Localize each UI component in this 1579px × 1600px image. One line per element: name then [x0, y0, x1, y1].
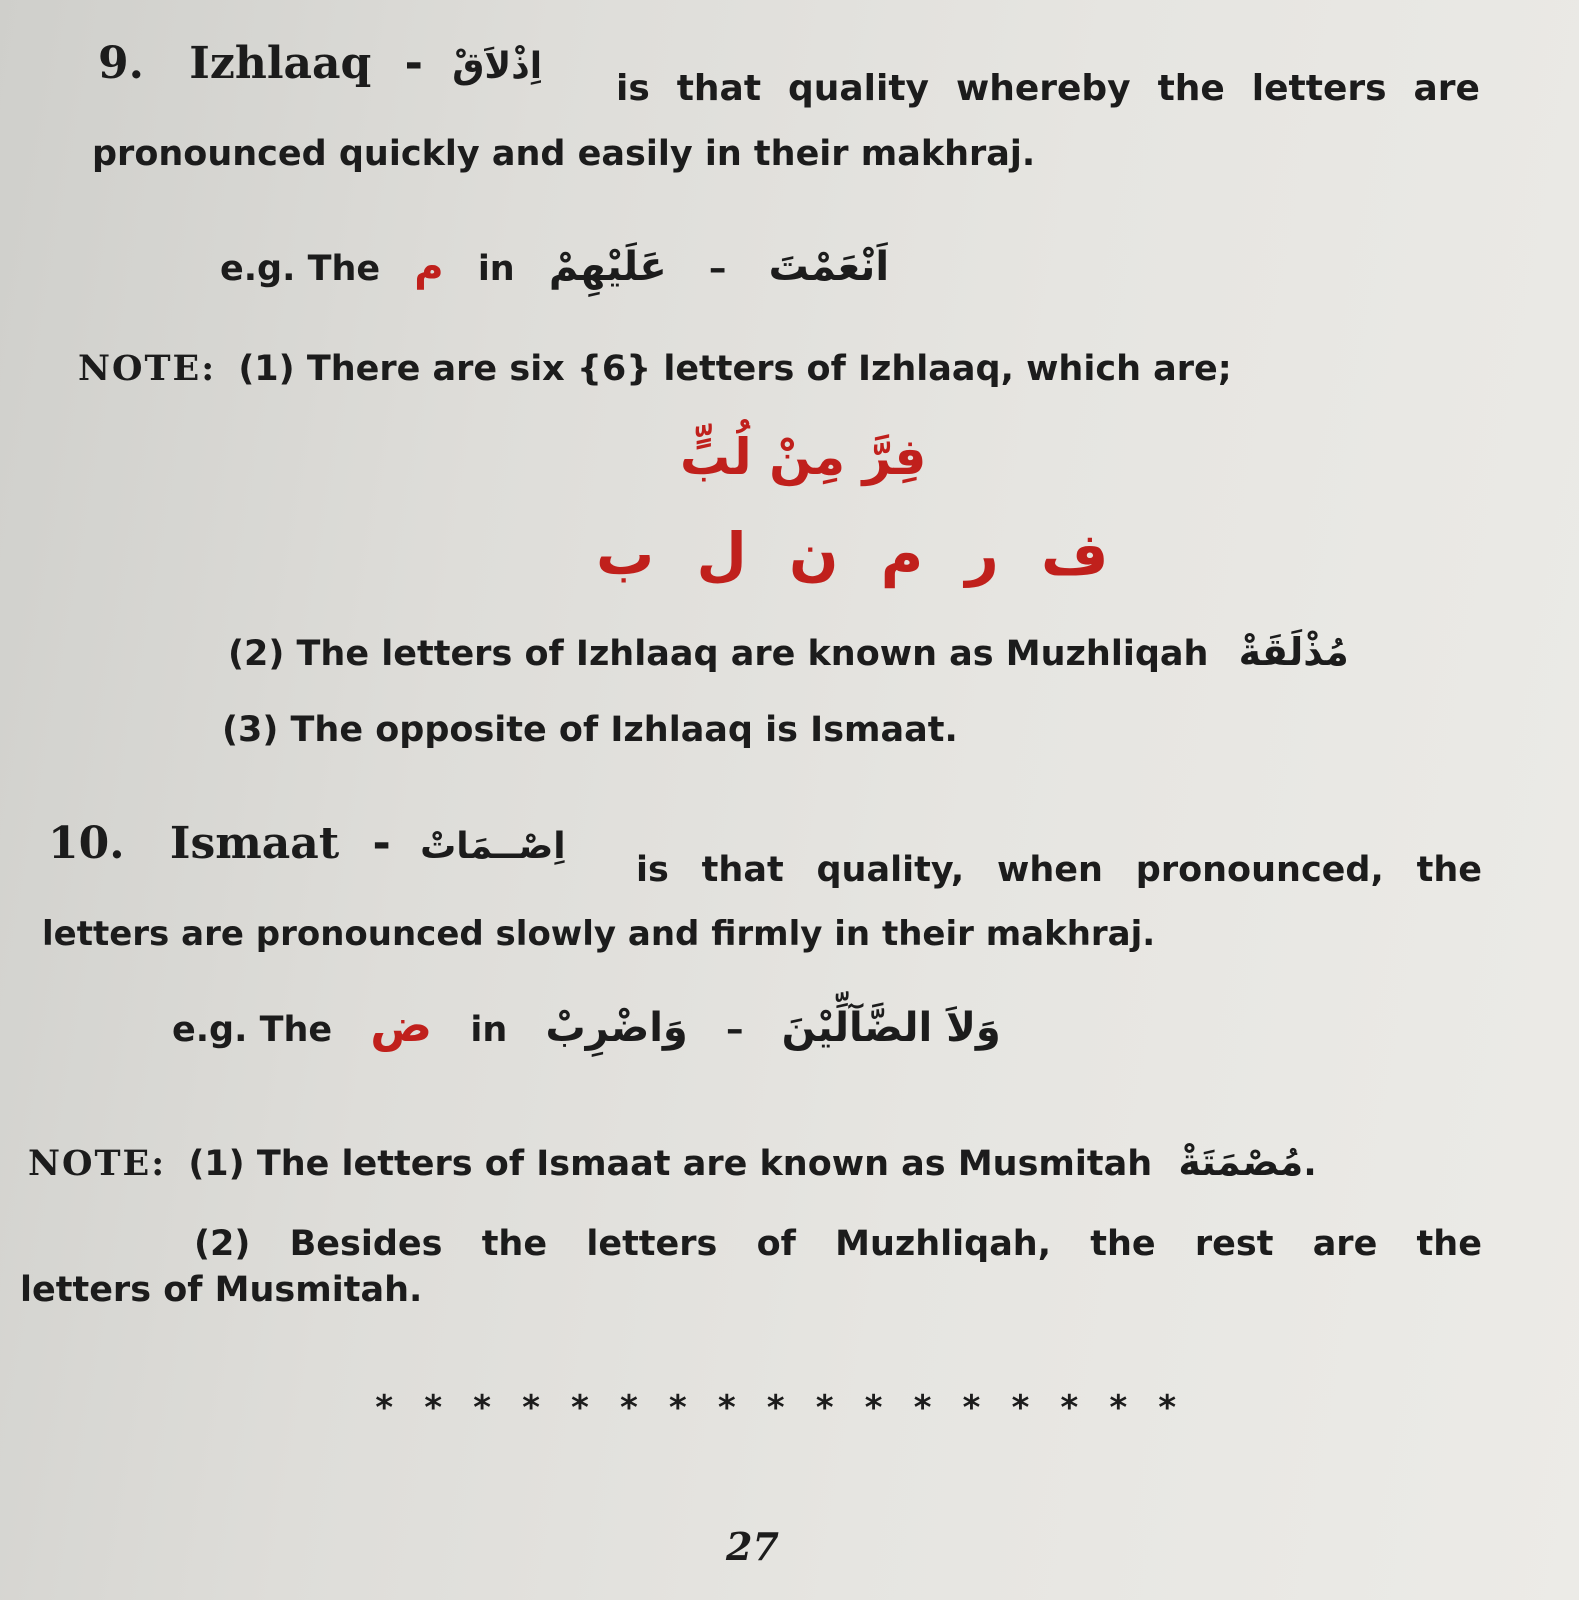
example-prefix: e.g. The: [172, 1010, 333, 1050]
word: of: [756, 1224, 796, 1264]
arabic-muzhliqah: مُذْلَقَةْ: [1238, 630, 1349, 674]
example-word-1: عَلَيْهِمْ: [548, 244, 667, 290]
highlight-letter-daad: ض: [370, 998, 433, 1052]
example-prefix: e.g. The: [220, 249, 381, 289]
word: the: [1416, 1224, 1482, 1264]
highlight-letter-meem: م: [414, 244, 444, 290]
example-word-2: وَلاَ الضَّآلِّيْنَ: [781, 1005, 1001, 1051]
page-number: 27: [726, 1524, 779, 1569]
note-text: (1) The letters of Ismaat are known as Musmitah: [188, 1144, 1153, 1184]
dash: -: [404, 38, 423, 89]
arabic-term: اِذْلاَقْ: [452, 46, 543, 87]
word: pronounced,: [1135, 850, 1384, 890]
asterisk-divider: * * * * * * * * * * * * * * * * *: [374, 1388, 1178, 1428]
note-label: NOTE:: [28, 1143, 167, 1184]
note-9-item2: [228, 630, 1349, 674]
section-10-heading: [48, 818, 566, 869]
word: are: [1312, 1224, 1378, 1264]
example-dash: –: [708, 249, 727, 289]
example-9: [220, 244, 889, 290]
note-text: (2) The letters of Izhlaaq are known as Muzhliqah: [228, 634, 1209, 674]
term-izhlaaq: Izhlaaq: [189, 38, 372, 89]
section-10-line2: letters are pronounced slowly and firmly in their makhraj.: [42, 914, 1156, 954]
word: that: [676, 68, 762, 109]
word: the: [1157, 68, 1225, 109]
word: quality,: [816, 850, 965, 890]
section-9-line1: [616, 68, 1480, 109]
word: the: [481, 1224, 548, 1264]
note-10-item2-line1: [194, 1224, 1482, 1264]
word: rest: [1194, 1224, 1274, 1264]
word: are: [1413, 68, 1480, 109]
section-9-line2: pronounced quickly and easily in their makhraj.: [92, 134, 1036, 174]
section-number: 9.: [98, 38, 144, 89]
word: the: [1416, 850, 1482, 890]
arabic-musmitah: مُصْمَتَةْ: [1178, 1140, 1304, 1184]
word: when: [997, 850, 1103, 890]
example-in: in: [477, 249, 515, 289]
example-word-2: اَنْعَمْتَ: [768, 244, 890, 290]
word: whereby: [955, 68, 1131, 109]
word: is: [616, 68, 650, 109]
word: is: [636, 850, 669, 890]
section-number: 10.: [48, 818, 125, 869]
period: .: [1303, 1144, 1317, 1184]
note-9-item1: [78, 348, 1232, 389]
word: (2): [194, 1224, 251, 1264]
arabic-term: اِصْــمَاتْ: [420, 826, 566, 867]
izhlaaq-letters: ف ر م ن ل ب: [596, 520, 1109, 588]
word: Muzhliqah,: [835, 1224, 1052, 1264]
note-9-item3: (3) The opposite of Izhlaaq is Ismaat.: [222, 710, 958, 750]
dash: -: [372, 818, 391, 869]
word: letters: [586, 1224, 718, 1264]
word: that: [701, 850, 784, 890]
word: Besides: [289, 1224, 443, 1264]
word: letters: [1251, 68, 1387, 109]
example-dash: –: [725, 1010, 744, 1050]
word: the: [1090, 1224, 1156, 1264]
note-10-item2-line2: letters of Musmitah.: [20, 1270, 423, 1310]
example-10: [172, 998, 1001, 1052]
note-label: NOTE:: [78, 348, 217, 389]
section-10-line1: [636, 850, 1482, 890]
word: quality: [787, 68, 930, 109]
section-9-heading: [98, 38, 542, 89]
example-word-1: وَاضْرِبْ: [545, 1005, 688, 1051]
arabic-phrase-firra-min-lubb: فِرَّ مِنْ لُبٍّ: [680, 428, 927, 486]
note-text: (1) There are six {6} letters of Izhlaaq, which are;: [238, 349, 1232, 389]
term-ismaat: Ismaat: [169, 818, 340, 869]
note-10-item1: [28, 1140, 1317, 1184]
example-in: in: [470, 1010, 508, 1050]
